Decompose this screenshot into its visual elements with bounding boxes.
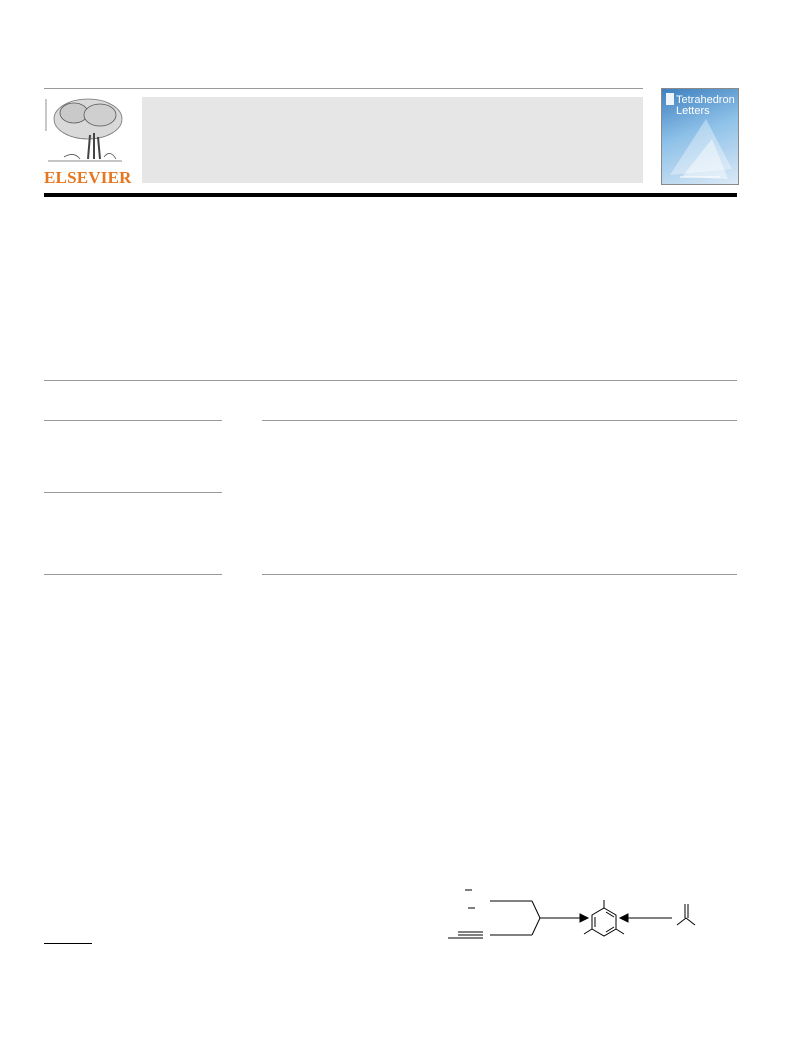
arrow-right-head bbox=[620, 914, 628, 922]
methyl-right bbox=[616, 929, 624, 934]
reaction-scheme bbox=[440, 884, 700, 946]
methyl-left bbox=[584, 929, 592, 934]
journal-header-banner bbox=[142, 97, 643, 183]
elsevier-tree-icon bbox=[44, 95, 126, 167]
cover-title-line2: Letters bbox=[676, 105, 710, 117]
article-info-left-rule-1 bbox=[44, 420, 222, 421]
abstract-top-rule bbox=[262, 420, 737, 421]
cover-title-line1: Tetrahedron bbox=[676, 94, 735, 106]
journal-cover-thumbnail[interactable] bbox=[661, 88, 739, 185]
cover-pyramid-graphic bbox=[662, 89, 738, 184]
footnote-rule bbox=[44, 943, 92, 944]
benzene-ring bbox=[592, 908, 616, 936]
abstract-bottom-rule bbox=[262, 574, 737, 575]
article-info-left-rule-3 bbox=[44, 574, 222, 575]
arrow-left-head bbox=[580, 914, 588, 922]
header-top-rule bbox=[44, 88, 643, 89]
header-bottom-thick-rule bbox=[44, 193, 737, 197]
article-info-top-rule bbox=[44, 380, 737, 381]
elsevier-logo-wordmark[interactable]: ELSEVIER bbox=[44, 168, 132, 187]
article-info-left-rule-2 bbox=[44, 492, 222, 493]
